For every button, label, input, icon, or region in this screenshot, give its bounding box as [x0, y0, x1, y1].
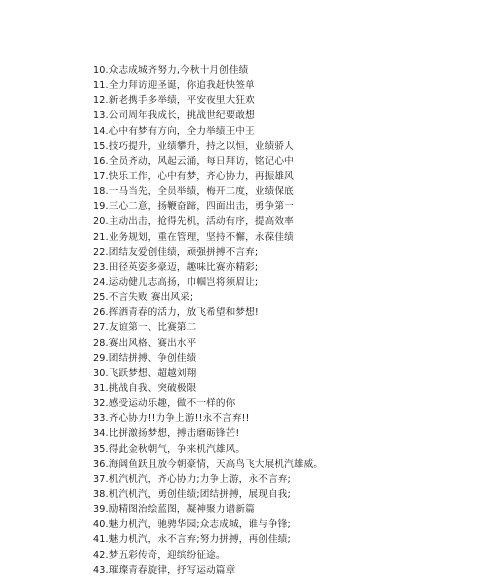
list-item: 24.运动健儿志高扬，巾帼岂将须眉让;: [93, 276, 259, 288]
slogan-list: [93, 63, 493, 578]
list-item: 21.业务规划，重在管理，坚持不懈，永葆佳绩: [93, 231, 294, 243]
list-item: 35.得此金秋朝气，争来机汽雄风。: [93, 443, 246, 455]
list-item: 29.团结拼搏、争创佳绩: [93, 352, 197, 364]
list-item: 15.技巧提升，业绩攀升，持之以恒，业绩骄人: [93, 140, 294, 152]
list-item: 11.全力拜访迎圣诞，你追我赶快签单: [93, 80, 255, 92]
list-item: 12.新老携手多举绩，平安夜里大狂欢: [93, 95, 255, 107]
list-item: 39.励精图治绘蓝图，凝神聚力谱新篇: [93, 504, 255, 516]
list-item: 17.快乐工作，心中有梦，齐心协力，再振雄风: [93, 170, 294, 182]
list-item: 30.飞跃梦想、超越刘翔: [93, 367, 197, 379]
list-item: 40.魅力机汽，驰骋华园;众志成城，谁与争锋;: [93, 519, 291, 531]
list-item: 14.心中有梦有方向，全力举绩王中王: [93, 125, 255, 137]
list-item: 41.魅力机汽，永不言弃;努力拼搏，再创佳绩;: [93, 534, 291, 546]
list-item: 13.公司周年我成长，挑战世纪要敢想: [93, 110, 255, 122]
list-item: 16.全员齐动，风起云涌，每日拜访，铭记心中: [93, 155, 294, 167]
list-item: 36.海阔鱼跃且放今朝豪情，天高鸟飞大展机汽雄威。: [93, 458, 324, 470]
list-item: 19.三心二意，扬鞭奋蹄，四面出击，勇争第一: [93, 201, 294, 213]
list-item: 33.齐心协力!!力争上游!!永不言弃!!: [93, 413, 250, 425]
list-item: 32.感受运动乐趣，做不一样的你: [93, 398, 236, 410]
list-item: 18.一马当先，全员举绩，梅开二度，业绩保底: [93, 186, 294, 198]
list-item: 43.璀璨青春旋律，抒写运动篇章: [93, 564, 236, 576]
list-item: 26.挥洒青春的活力，放飞希望和梦想!: [93, 307, 259, 319]
list-item: 34.比拼激扬梦想，搏击磨砺锋芒!: [93, 428, 240, 440]
list-item: 31.挑战自我、突破极限: [93, 382, 197, 394]
list-item: 28.赛出风格、赛出水平: [93, 337, 197, 349]
list-item: 27.友谊第一、比赛第二: [93, 322, 197, 334]
list-item: 38.机汽机汽，勇创佳绩;团结拼搏，展现自我;: [93, 488, 291, 500]
list-item: 42.梦五彩传奇，迎缤纷征途。: [93, 549, 226, 561]
list-item: 25.不言失败 赛出风采;: [93, 292, 194, 304]
list-item: 37.机汽机汽，齐心协力;力争上游，永不言弃;: [93, 473, 291, 485]
list-item: 10.众志成城齐努力,今秋十月创佳绩: [93, 65, 249, 76]
list-item: 22.团结友爱创佳绩，顽强拼搏不言弃;: [93, 246, 259, 258]
list-item: 23.田径英姿多豪迈，趣味比赛亦精彩;: [93, 261, 259, 273]
list-item: 20.主动出击，抢得先机，活动有序，提高效率: [93, 216, 294, 228]
